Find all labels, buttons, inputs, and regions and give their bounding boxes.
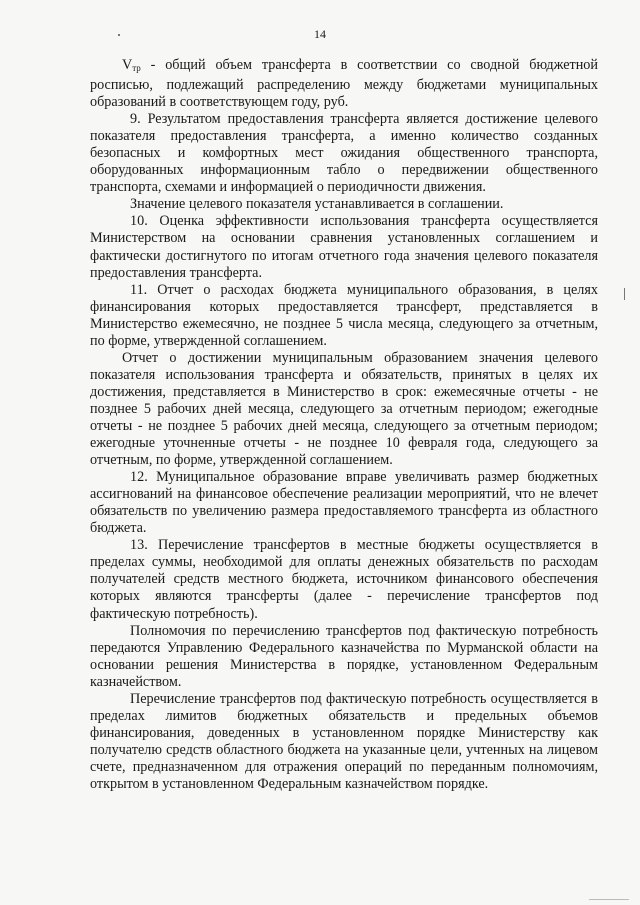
scan-edge-mark: [624, 288, 625, 300]
paragraph-transfer-limits: Перечисление трансфертов под фактическую потребность осуществляется в пределах лимитов бюджетных обязательств и предельных объемов финансирования, доведенных в установленном порядке Министерству как получателю средств областного бюджета на указанные цели, учтенных на лицевом счете, предназначенном для отражения операций по переданным полномочиям, открытом в установленном Федеральным казначейством порядке.: [90, 690, 598, 792]
paragraph-item-13: 13. Перечисление трансфертов в местные бюджеты осуществляется в пределах суммы, необходимой для оплаты денежных обязательств по расходам получателей средств местного бюджета, источником финансового обеспечения которых являются трансферты (далее - перечисление трансфертов под фактическую потребность).: [90, 537, 598, 622]
paragraph-target-value: Значение целевого показателя устанавливается в соглашении.: [130, 196, 504, 213]
paragraph-item-11: 11. Отчет о расходах бюджета муниципального образования, в целях финансирования которых предоставляется трансферт, представляется в Министерство ежемесячно, не позднее 5 числа месяца, следующего за отчетным, по форме, утвержденной соглашением.: [90, 281, 598, 349]
scan-bottom-mark: [589, 899, 629, 900]
paragraph-item-9: 9. Результатом предоставления трансферта является достижение целевого показателя предоставления трансферта, а именно количество созданных безопасных и комфортных мест ожидания общественного транспорта, оборудованных информационным табло о передвижении общественного транспорта, схемами и информацией о периодичности движения.: [90, 111, 598, 196]
paragraph-item-10: 10. Оценка эффективности использования трансферта осуществляется Министерством на основании сравнения установленных соглашением и фактически достигнутого по итогам отчетного года значения целевого показателя предоставления трансферта.: [90, 213, 598, 281]
paragraph-formula-definition: [90, 57, 598, 111]
page-number: 14: [314, 27, 326, 41]
paragraph-item-12: 12. Муниципальное образование вправе увеличивать размер бюджетных ассигнований на финансовое обеспечение реализации мероприятий, что не влечет обязательств по увеличению размера предоставляемого трансферта из областного бюджета.: [90, 469, 598, 537]
paragraph-delegation: Полномочия по перечислению трансфертов под фактическую потребность передаются Управлению Федерального казначейства по Мурманской области на основании решения Министерства в порядке, установленном Федеральным казначейством.: [90, 622, 598, 690]
document-body: [90, 57, 598, 793]
paragraph-report-deadlines: Отчет о достижении муниципальным образованием значения целевого показателя использования трансферта и обязательств, принятых в целях их достижения, представляется в Министерство в срок: ежемесячные отчеты - не позднее 5 рабочих дней месяца, следующего за отчетным периодом; ежегодные отчеты - не позднее 5 рабочих дней месяца, следующего за отчетным периодом; ежегодные уточненные отчеты - не позднее 10 февраля года, следующего за отчетным, по форме, утвержденной соглашением.: [90, 349, 598, 469]
formula-definition-text: - общий объем трансферта в соответствии со сводной бюджетной росписью, подлежащий распределению между бюджетами муниципальных образований в соответствующем году, руб.: [90, 57, 598, 111]
formula-variable-subscript: тр: [132, 63, 141, 73]
scan-dot-mark: [118, 34, 120, 36]
formula-variable: V: [122, 57, 133, 73]
